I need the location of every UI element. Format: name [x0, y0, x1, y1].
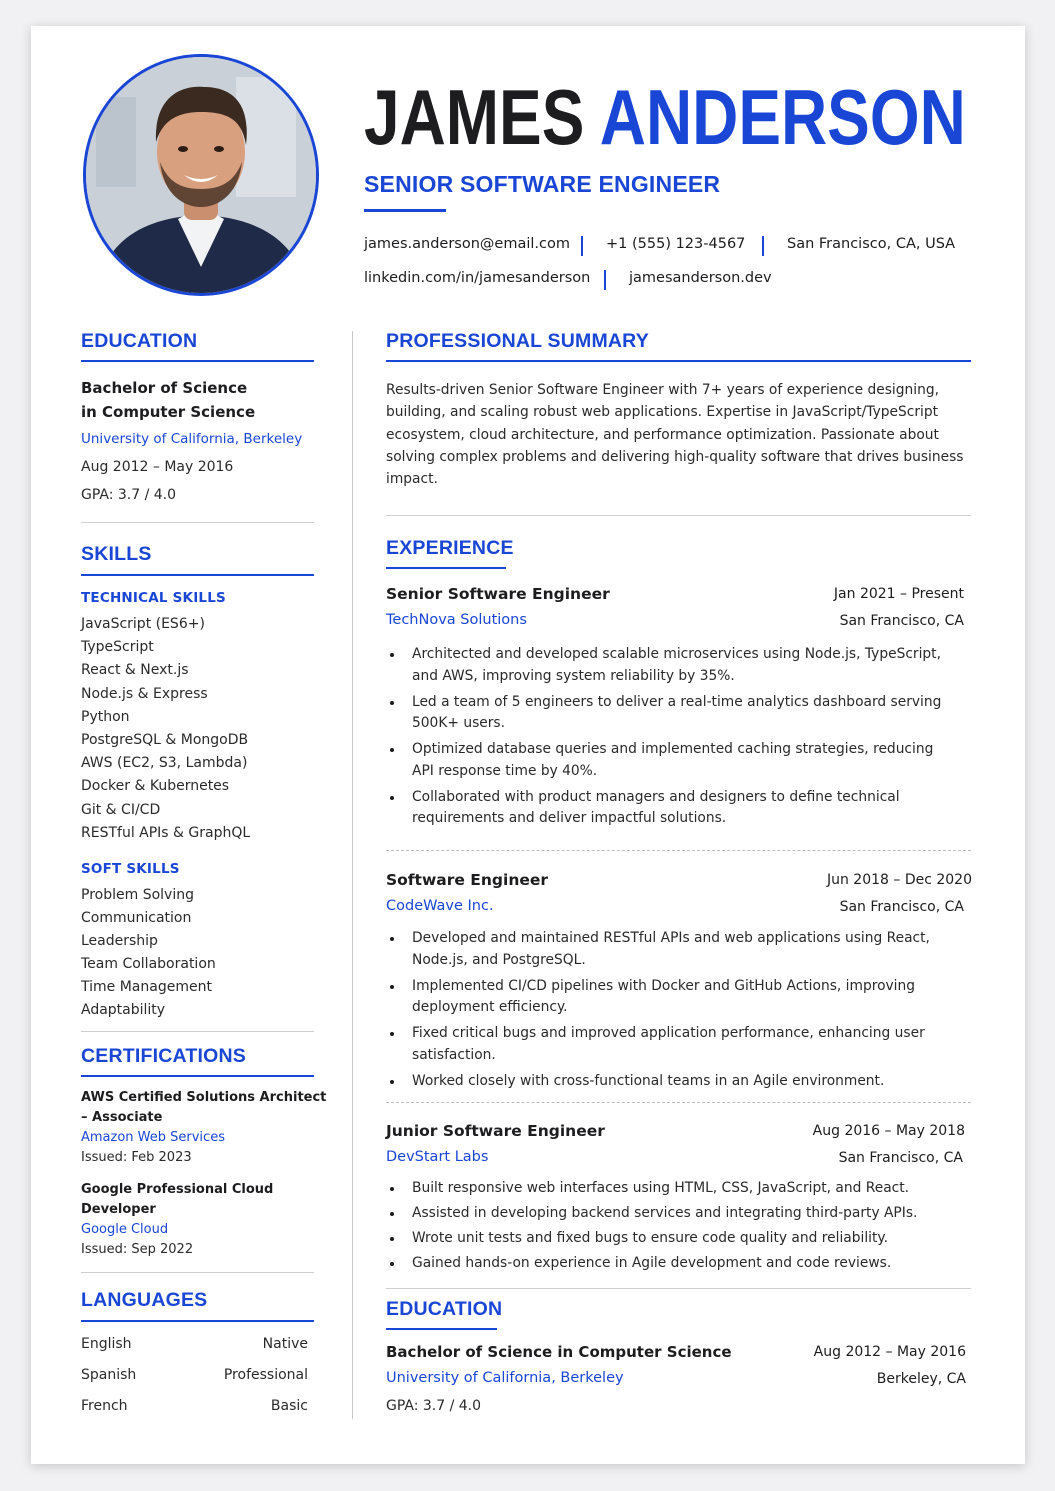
skill-item: Communication	[81, 909, 192, 926]
section-divider	[81, 1272, 314, 1273]
job-bullet: Developed and maintained RESTful APIs and web applications using React, Node.js, and PostgreSQL.	[386, 928, 956, 971]
job-company: CodeWave Inc.	[386, 898, 494, 914]
job-dates: Jun 2018 – Dec 2020	[826, 872, 972, 888]
sidebar-education-heading: EDUCATION	[81, 330, 198, 352]
section-rule	[386, 1328, 497, 1330]
cert-name-line2: – Associate	[81, 1110, 163, 1125]
job-title: SENIOR SOFTWARE ENGINEER	[364, 171, 721, 197]
skill-item: Team Collaboration	[81, 955, 216, 972]
section-rule	[81, 1320, 314, 1322]
cert-name-line2: Developer	[81, 1202, 156, 1217]
contact-location: San Francisco, CA, USA	[787, 236, 956, 252]
certifications-heading: CERTIFICATIONS	[81, 1045, 246, 1067]
skill-item: JavaScript (ES6+)	[81, 616, 205, 632]
job-divider	[386, 1102, 971, 1103]
skill-item: RESTful APIs & GraphQL	[81, 824, 251, 841]
language-level: Professional	[223, 1367, 308, 1383]
cert-name-line1: Google Professional Cloud	[81, 1182, 274, 1197]
section-divider	[386, 515, 971, 516]
sidebar-gpa: GPA: 3.7 / 4.0	[81, 487, 177, 503]
main-institution: University of California, Berkeley	[386, 1370, 624, 1386]
job-bullet: Architected and developed scalable microservices using Node.js, TypeScript, and AWS, improving system reliability by 35%.	[386, 644, 956, 687]
main-degree: Bachelor of Science in Computer Science	[386, 1343, 732, 1361]
sidebar-institution: University of California, Berkeley	[81, 431, 303, 447]
main-education-heading: EDUCATION	[386, 1298, 503, 1320]
skill-item: Python	[81, 708, 130, 725]
first-name: JAMES	[364, 73, 585, 161]
language-name: French	[81, 1398, 128, 1414]
job-bullet: Worked closely with cross-functional teams in an Agile environment.	[386, 1071, 956, 1093]
contact-separator	[581, 236, 583, 256]
job-dates: Jan 2021 – Present	[833, 586, 964, 602]
job-bullets	[386, 644, 956, 834]
profile-photo-image	[86, 57, 316, 293]
job-bullet: Collaborated with product managers and designers to define technical requirements and deliver impactful solutions.	[386, 787, 956, 830]
cert-name-line1: AWS Certified Solutions Architect	[81, 1090, 327, 1105]
job-bullet: Fixed critical bugs and improved application performance, enhancing user satisfaction.	[386, 1023, 956, 1066]
summary-heading: PROFESSIONAL SUMMARY	[386, 330, 649, 352]
section-rule	[386, 567, 506, 569]
job-location: San Francisco, CA	[838, 1150, 963, 1166]
contact-separator	[604, 270, 606, 290]
skill-item: Problem Solving	[81, 887, 194, 903]
job-role: Junior Software Engineer	[386, 1122, 605, 1140]
job-bullet: Built responsive web interfaces using HTML, CSS, JavaScript, and React.	[386, 1178, 956, 1200]
contact-website[interactable]: jamesanderson.dev	[629, 270, 772, 286]
job-bullets	[386, 1178, 956, 1278]
sidebar-degree-line1: Bachelor of Science	[81, 379, 248, 397]
job-bullet: Implemented CI/CD pipelines with Docker and GitHub Actions, improving deployment efficiency.	[386, 976, 956, 1019]
soft-skills-heading: SOFT SKILLS	[81, 861, 180, 877]
experience-heading: EXPERIENCE	[386, 537, 514, 559]
skill-item: Adaptability	[81, 1001, 166, 1018]
job-role: Software Engineer	[386, 871, 549, 889]
skill-item: AWS (EC2, S3, Lambda)	[81, 755, 248, 772]
language-name: English	[81, 1336, 132, 1352]
skill-item: Leadership	[81, 932, 158, 949]
skills-heading: SKILLS	[81, 543, 152, 565]
last-name: ANDERSON	[599, 73, 966, 161]
profile-photo	[83, 54, 319, 296]
job-bullet: Assisted in developing backend services and integrating third-party APIs.	[386, 1203, 956, 1225]
technical-skills-heading: TECHNICAL SKILLS	[81, 590, 226, 606]
sidebar-degree-line2: in Computer Science	[81, 403, 256, 421]
job-company: TechNova Solutions	[386, 612, 527, 628]
job-bullet: Wrote unit tests and fixed bugs to ensure code quality and reliability.	[386, 1228, 956, 1250]
job-bullet: Optimized database queries and implemented caching strategies, reducing API response time by 40%.	[386, 739, 956, 782]
skill-item: Node.js & Express	[81, 685, 208, 702]
skill-item: Time Management	[81, 978, 212, 995]
skill-item: Git & CI/CD	[81, 801, 161, 818]
main-gpa: GPA: 3.7 / 4.0	[386, 1398, 482, 1414]
job-divider	[386, 850, 971, 851]
job-role: Senior Software Engineer	[386, 585, 610, 603]
languages-heading: LANGUAGES	[81, 1289, 208, 1311]
skill-item: Docker & Kubernetes	[81, 778, 230, 795]
cert-org: Google Cloud	[81, 1222, 169, 1237]
candidate-name	[364, 73, 966, 161]
resume-page	[31, 26, 1025, 1464]
skill-item: PostgreSQL & MongoDB	[81, 732, 249, 748]
job-dates: Aug 2016 – May 2018	[812, 1123, 965, 1139]
main-education-location: Berkeley, CA	[876, 1371, 966, 1387]
section-divider	[386, 1288, 971, 1289]
job-bullet: Led a team of 5 engineers to deliver a real-time analytics dashboard serving 500K+ users.	[386, 692, 956, 735]
column-divider	[352, 331, 353, 1419]
job-bullet: Gained hands-on experience in Agile development and code reviews.	[386, 1253, 956, 1275]
job-location: San Francisco, CA	[839, 899, 964, 915]
section-divider	[81, 522, 314, 523]
job-location: San Francisco, CA	[839, 613, 964, 629]
main-education-dates: Aug 2012 – May 2016	[813, 1344, 966, 1360]
job-company: DevStart Labs	[386, 1149, 489, 1165]
cert-issued: Issued: Feb 2023	[81, 1150, 192, 1165]
contact-linkedin[interactable]: linkedin.com/in/jamesanderson	[364, 270, 591, 286]
title-underline	[364, 209, 446, 212]
contact-email[interactable]: james.anderson@email.com	[364, 236, 570, 252]
language-level: Basic	[270, 1398, 308, 1414]
language-name: Spanish	[81, 1367, 137, 1383]
section-rule	[81, 1075, 314, 1077]
section-rule	[386, 360, 971, 362]
skill-item: React & Next.js	[81, 662, 189, 679]
section-rule	[81, 360, 314, 362]
cert-issued: Issued: Sep 2022	[81, 1242, 194, 1257]
section-divider	[81, 1031, 314, 1032]
contact-phone[interactable]: +1 (555) 123-4567	[606, 236, 746, 252]
skill-item: TypeScript	[81, 639, 154, 656]
cert-org: Amazon Web Services	[81, 1130, 225, 1145]
summary-text: Results-driven Senior Software Engineer with 7+ years of experience designing, building, and scaling robust web applications. Expertise in JavaScript/TypeScript ecosystem, cloud architecture, and performance optimization. Passionate about solving complex problems and delivering high-quality software that drives business impact.	[386, 382, 964, 488]
language-level: Native	[262, 1336, 308, 1352]
section-rule	[81, 574, 314, 576]
sidebar-education-dates: Aug 2012 – May 2016	[81, 459, 234, 475]
contact-separator	[762, 236, 764, 256]
job-bullets	[386, 928, 956, 1097]
